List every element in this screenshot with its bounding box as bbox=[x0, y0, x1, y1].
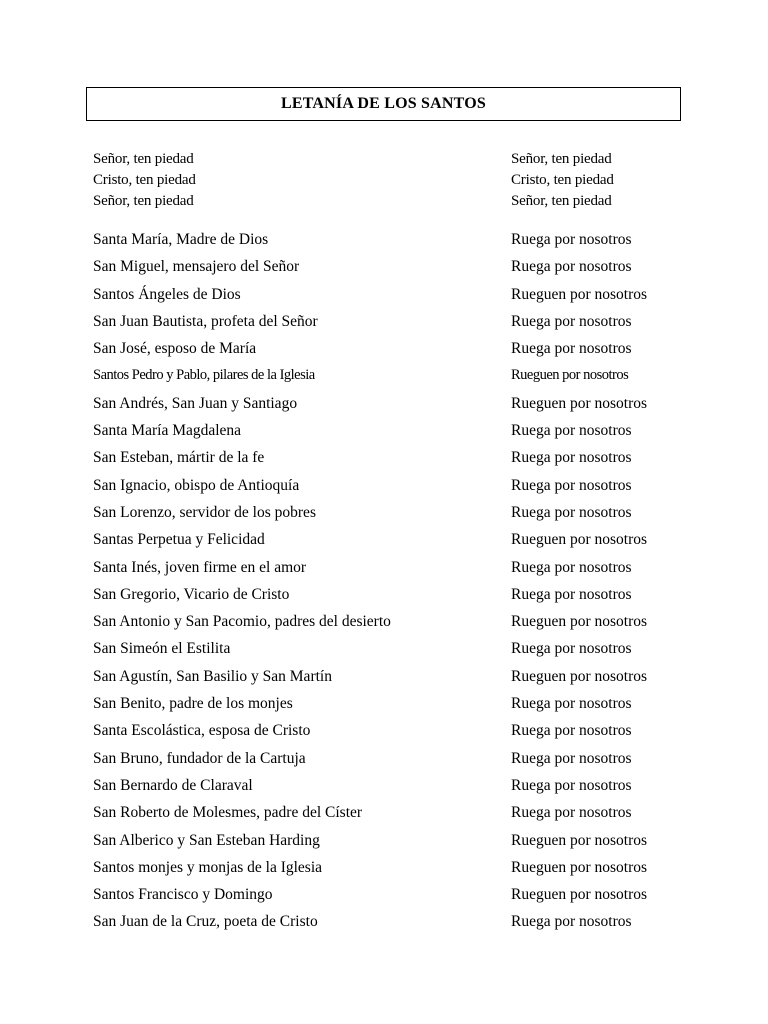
invocation-text: San Benito, padre de los monjes bbox=[93, 695, 293, 713]
litany-row bbox=[93, 745, 693, 772]
litany-row bbox=[93, 253, 693, 280]
response-text: Ruega por nosotros bbox=[511, 749, 632, 767]
invocation-text: San Bruno, fundador de la Cartuja bbox=[93, 749, 306, 767]
litany-row bbox=[93, 390, 693, 417]
intro-row bbox=[93, 191, 693, 212]
invocation-text: San Bernardo de Claraval bbox=[93, 776, 253, 794]
invocation-text: Santa María, Madre de Dios bbox=[93, 231, 269, 248]
response-text: Ruega por nosotros bbox=[511, 503, 632, 521]
invocation-text: San Andrés, San Juan y Santiago bbox=[93, 394, 298, 412]
response-text: Rueguen por nosotros bbox=[511, 367, 629, 384]
response-text: Ruega por nosotros bbox=[511, 422, 632, 440]
response-text: Ruega por nosotros bbox=[511, 722, 632, 740]
invocation-text: Santas Perpetua y Felicidad bbox=[93, 531, 265, 549]
invocation-text: San Esteban, mártir de la fe bbox=[93, 449, 265, 467]
litany-row bbox=[93, 226, 693, 253]
intro-row bbox=[93, 170, 693, 191]
response-text: Rueguen por nosotros bbox=[511, 831, 648, 849]
litany-row bbox=[93, 444, 693, 471]
invocation-text: Señor, ten piedad bbox=[93, 193, 194, 209]
response-text: Ruega por nosotros bbox=[511, 312, 632, 330]
response-text: Ruega por nosotros bbox=[511, 913, 632, 931]
invocation-text: Señor, ten piedad bbox=[93, 151, 194, 167]
litany-row bbox=[93, 608, 693, 635]
litany-row bbox=[93, 827, 693, 854]
litany-row bbox=[93, 308, 693, 335]
litany-row bbox=[93, 281, 693, 308]
intro-section bbox=[93, 149, 693, 212]
response-text: Rueguen por nosotros bbox=[511, 886, 648, 904]
invocation-text: San Juan Bautista, profeta del Señor bbox=[93, 312, 318, 330]
litany-row bbox=[93, 690, 693, 717]
invocation-text: San Alberico y San Esteban Harding bbox=[93, 831, 320, 849]
document-title: LETANÍA DE LOS SANTOS bbox=[280, 95, 486, 112]
response-text: Ruega por nosotros bbox=[511, 558, 632, 576]
litany-row bbox=[93, 854, 693, 881]
litany-row bbox=[93, 526, 693, 553]
invocation-text: San Roberto de Molesmes, padre del Císter bbox=[93, 804, 363, 822]
invocation-text: San José, esposo de María bbox=[93, 340, 257, 358]
litany-row bbox=[93, 881, 693, 908]
response-text: Ruega por nosotros bbox=[511, 776, 632, 794]
response-text: Ruega por nosotros bbox=[511, 340, 632, 358]
invocation-text: Santos Pedro y Pablo, pilares de la Iglesia bbox=[93, 367, 315, 384]
intro-row bbox=[93, 149, 693, 170]
response-text: Rueguen por nosotros bbox=[511, 858, 648, 876]
litany-row bbox=[93, 772, 693, 799]
response-text: Cristo, ten piedad bbox=[511, 172, 614, 188]
litany-row bbox=[93, 663, 693, 690]
invocation-text: San Antonio y San Pacomio, padres del desierto bbox=[93, 613, 391, 631]
response-text: Señor, ten piedad bbox=[511, 193, 612, 209]
response-text: Ruega por nosotros bbox=[511, 231, 632, 248]
invocation-text: San Lorenzo, servidor de los pobres bbox=[93, 503, 316, 521]
response-text: Rueguen por nosotros bbox=[511, 613, 648, 631]
invocation-text: Santa Inés, joven firme en el amor bbox=[93, 558, 307, 576]
invocation-text: Santa María Magdalena bbox=[93, 422, 242, 440]
invocation-text: San Agustín, San Basilio y San Martín bbox=[93, 667, 332, 685]
litany-row bbox=[93, 908, 693, 935]
invocation-text: San Gregorio, Vicario de Cristo bbox=[93, 585, 290, 603]
invocation-text: San Ignacio, obispo de Antioquía bbox=[93, 476, 300, 494]
invocation-text: San Simeón el Estilita bbox=[93, 640, 231, 658]
saints-litany-list bbox=[93, 226, 693, 936]
invocation-text: Cristo, ten piedad bbox=[93, 172, 196, 188]
litany-row bbox=[93, 362, 693, 389]
litany-row bbox=[93, 554, 693, 581]
invocation-text: Santos Ángeles de Dios bbox=[93, 285, 241, 303]
litany-row bbox=[93, 581, 693, 608]
response-text: Ruega por nosotros bbox=[511, 804, 632, 822]
response-text: Ruega por nosotros bbox=[511, 258, 632, 276]
response-text: Rueguen por nosotros bbox=[511, 667, 648, 685]
title-box bbox=[86, 87, 681, 121]
invocation-text: Santos monjes y monjas de la Iglesia bbox=[93, 858, 323, 876]
invocation-text: Santa Escolástica, esposa de Cristo bbox=[93, 722, 311, 740]
invocation-text: San Juan de la Cruz, poeta de Cristo bbox=[93, 913, 318, 931]
litany-row bbox=[93, 635, 693, 662]
response-text: Rueguen por nosotros bbox=[511, 394, 648, 412]
invocation-text: Santos Francisco y Domingo bbox=[93, 886, 273, 904]
litany-row bbox=[93, 799, 693, 826]
litany-row bbox=[93, 717, 693, 744]
response-text: Ruega por nosotros bbox=[511, 585, 632, 603]
response-text: Ruega por nosotros bbox=[511, 449, 632, 467]
response-text: Rueguen por nosotros bbox=[511, 531, 648, 549]
litany-row bbox=[93, 499, 693, 526]
response-text: Rueguen por nosotros bbox=[511, 285, 648, 303]
response-text: Señor, ten piedad bbox=[511, 151, 612, 167]
invocation-text: San Miguel, mensajero del Señor bbox=[93, 258, 300, 276]
response-text: Ruega por nosotros bbox=[511, 640, 632, 658]
response-text: Ruega por nosotros bbox=[511, 476, 632, 494]
litany-row bbox=[93, 417, 693, 444]
litany-row bbox=[93, 472, 693, 499]
litany-row bbox=[93, 335, 693, 362]
response-text: Ruega por nosotros bbox=[511, 695, 632, 713]
